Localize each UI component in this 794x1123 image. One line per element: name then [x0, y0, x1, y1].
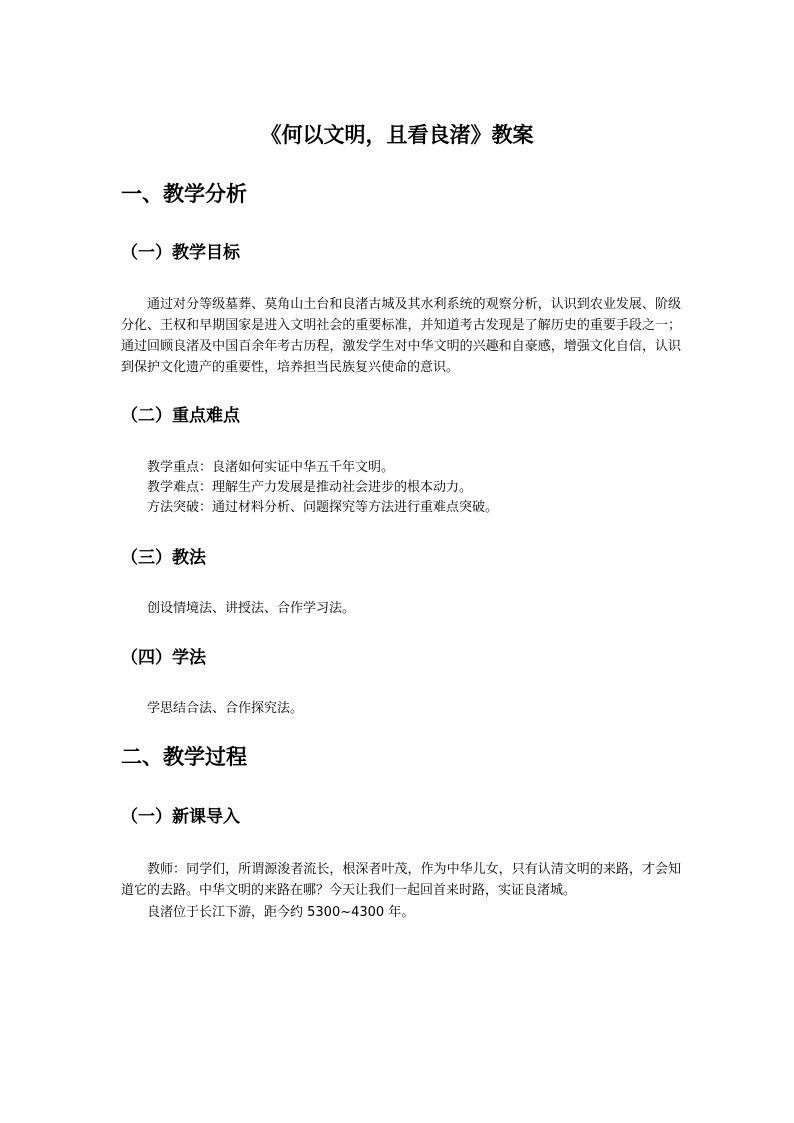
key-point-line: 教学重点：良渚如何实证中华五千年文明。: [147, 460, 395, 475]
document-title: 《何以文明，且看良渚》教案: [260, 123, 534, 147]
teaching-goals-paragraph: 通过对分等级墓葬、莫角山土台和良渚古城及其水利系统的观察分析，认识到农业发展、阶级分化、王权和早期国家是进入文明社会的重要标准，并知道考古发现是了解历史的重要手段之一；通过回顾良渚及中国百余年考古历程，激发学生对中华文明的兴趣和自豪感，增强文化自信，认识到保护文化遗产的重要性，培养担当民族复兴使命的意识。: [121, 297, 681, 375]
intro-teacher-paragraph: 教师：同学们，所谓源浚者流长，根深者叶茂，作为中华儿女，只有认清文明的来路，才会知道它的去路。中华文明的来路在哪？今天让我们一起回首来时路，实证良渚城。: [121, 862, 681, 898]
subsection-heading-key-points: （二）重点难点: [121, 406, 240, 426]
intro-liangzhu-location-line: 良渚位于长江下游，距今约 5300~4300 年。: [147, 905, 415, 920]
method-breakthrough-line: 方法突破：通过材料分析、问题探究等方法进行重难点突破。: [147, 500, 499, 515]
difficult-point-line: 教学难点：理解生产力发展是推动社会进步的根本动力。: [147, 480, 473, 495]
section-heading-teaching-analysis: 一、教学分析: [121, 182, 247, 206]
subsection-heading-teaching-goals: （一）教学目标: [121, 243, 240, 263]
learning-method-text: 学思结合法、合作探究法。: [147, 701, 304, 716]
subsection-heading-learning-method: （四）学法: [121, 648, 206, 668]
subsection-heading-new-lesson-intro: （一）新课导入: [121, 807, 240, 827]
subsection-heading-teaching-method: （三）教法: [121, 548, 206, 568]
teaching-method-text: 创设情境法、讲授法、合作学习法。: [147, 601, 356, 616]
section-heading-teaching-process: 二、教学过程: [121, 745, 247, 769]
